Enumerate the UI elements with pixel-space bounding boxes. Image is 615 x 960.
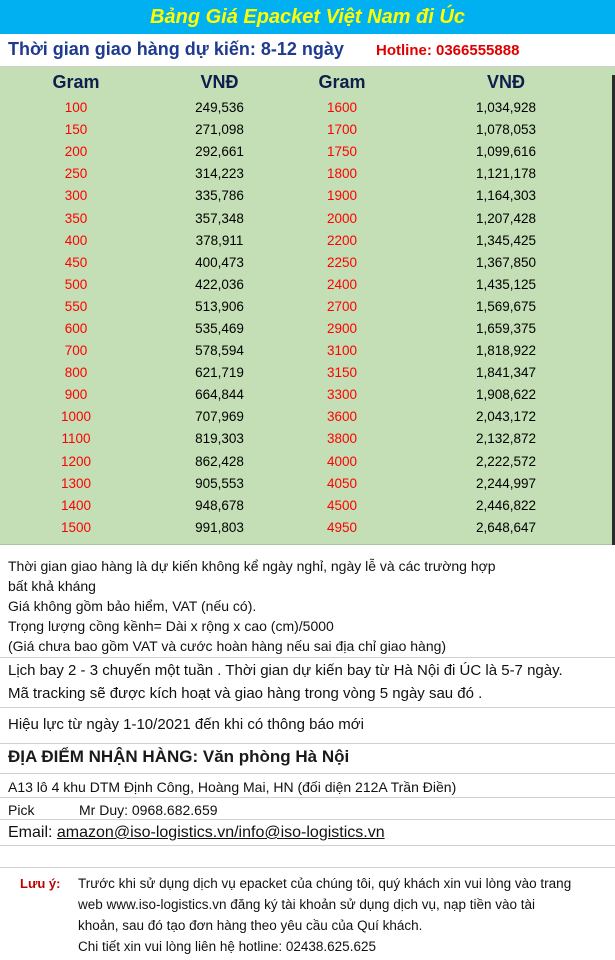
table-row [0, 406, 615, 428]
note-line: Trọng lượng cồng kềnh= Dài x rộng x cao (cm)/5000 [8, 618, 334, 634]
pick-label: Pick [8, 802, 35, 818]
price-table-body [0, 97, 615, 539]
note-line: Thời gian giao hàng là dự kiến không kể ngày nghỉ, ngày lễ và các trường hợp [8, 558, 496, 574]
header-vnd-1: VNĐ [200, 71, 239, 92]
price-cell: 1,367,850 [475, 254, 537, 270]
weight-cell: 4000 [326, 453, 358, 469]
notice-line: khoản, sau đó tạo đơn hàng theo yêu cầu của Quí khách. [78, 918, 423, 933]
address-row [0, 774, 615, 798]
table-header-row [0, 67, 615, 97]
price-cell: 905,553 [195, 475, 244, 491]
header-vnd-2: VNĐ [486, 71, 525, 92]
price-cell: 1,099,616 [475, 144, 537, 160]
weight-cell: 3800 [326, 431, 358, 447]
table-row [0, 384, 615, 406]
pick-contact-row [0, 798, 615, 820]
weight-cell: 1700 [326, 122, 358, 138]
validity-text: Hiệu lực từ ngày 1-10/2021 đến khi có thông báo mới [8, 716, 364, 733]
price-cell: 1,121,178 [475, 166, 537, 182]
notice-line: Chi tiết xin vui lòng liên hệ hotline: 02438.625.625 [78, 939, 376, 954]
weight-cell: 4050 [326, 475, 358, 491]
table-row [0, 119, 615, 141]
price-cell: 1,164,303 [475, 188, 537, 204]
price-cell: 991,803 [195, 519, 244, 535]
price-cell: 292,661 [195, 144, 244, 160]
weight-cell: 500 [64, 276, 88, 292]
notes-section [0, 548, 615, 658]
weight-cell: 900 [64, 387, 88, 403]
price-cell: 357,348 [195, 210, 244, 226]
weight-cell: 1400 [60, 497, 92, 513]
table-row [0, 473, 615, 495]
table-row [0, 495, 615, 517]
schedule-line: Lịch bay 2 - 3 chuyến một tuần . Thời gian dự kiến bay từ Hà Nội đi ÚC là 5-7 ngày. [8, 662, 563, 679]
table-row [0, 97, 615, 119]
validity-row [0, 708, 615, 744]
table-row [0, 428, 615, 450]
pickup-title-row [0, 744, 615, 774]
page-title: Bảng Giá Epacket Việt Nam đi Úc [0, 0, 615, 34]
table-row [0, 274, 615, 296]
price-cell: 819,303 [195, 431, 244, 447]
header-gram-2: Gram [318, 71, 366, 92]
weight-cell: 2900 [326, 320, 358, 336]
price-cell: 1,435,125 [475, 276, 537, 292]
notice-line: Trước khi sử dụng dịch vụ epacket của chúng tôi, quý khách xin vui lòng vào trang [78, 876, 572, 891]
weight-cell: 550 [64, 298, 88, 314]
table-row [0, 252, 615, 274]
blank-row [0, 846, 615, 868]
pickup-address: A13 lô 4 khu DTM Định Công, Hoàng Mai, HN (đối diện 212A Trần Điền) [8, 779, 457, 795]
delivery-time: Thời gian giao hàng dự kiến: 8-12 ngày [8, 39, 344, 59]
price-cell: 1,908,622 [475, 387, 537, 403]
price-cell: 1,078,053 [475, 122, 537, 138]
price-cell: 1,841,347 [475, 365, 537, 381]
note-line: Giá không gồm bảo hiểm, VAT (nếu có). [8, 598, 257, 614]
price-cell: 1,034,928 [475, 100, 537, 116]
price-cell: 862,428 [195, 453, 244, 469]
price-cell: 621,719 [195, 365, 244, 381]
price-cell: 335,786 [195, 188, 244, 204]
weight-cell: 3150 [326, 365, 358, 381]
weight-cell: 600 [64, 320, 88, 336]
notice-label: Lưu ý: [20, 876, 61, 891]
price-cell: 2,244,997 [475, 475, 537, 491]
weight-cell: 1300 [60, 475, 92, 491]
price-table [0, 67, 615, 545]
price-cell: 271,098 [195, 122, 244, 138]
email-row [0, 820, 615, 846]
table-row [0, 141, 615, 163]
weight-cell: 400 [64, 232, 88, 248]
table-row [0, 296, 615, 318]
price-cell: 535,469 [195, 320, 244, 336]
weight-cell: 1100 [61, 431, 91, 447]
weight-cell: 3100 [326, 343, 358, 359]
flight-schedule [0, 658, 615, 708]
table-row [0, 340, 615, 362]
weight-cell: 300 [64, 188, 88, 204]
table-row [0, 517, 615, 539]
weight-cell: 4500 [326, 497, 358, 513]
weight-cell: 2400 [326, 276, 358, 292]
price-cell: 1,569,675 [475, 298, 537, 314]
table-row [0, 163, 615, 185]
price-cell: 578,594 [195, 343, 244, 359]
weight-cell: 200 [64, 144, 88, 160]
hotline: Hotline: 0366555888 [376, 42, 520, 59]
weight-cell: 700 [64, 343, 88, 359]
price-cell: 2,222,572 [475, 453, 537, 469]
price-cell: 2,648,647 [475, 519, 537, 535]
weight-cell: 350 [64, 210, 88, 226]
notice-line: web www.iso-logistics.vn đăng ký tài khoản sử dụng dịch vụ, nạp tiền vào tài [78, 897, 536, 912]
price-cell: 948,678 [195, 497, 244, 513]
weight-cell: 450 [64, 254, 88, 270]
schedule-line: Mã tracking sẽ được kích hoạt và giao hàng trong vòng 5 ngày sau đó . [8, 685, 483, 702]
weight-cell: 1000 [60, 409, 92, 425]
table-row [0, 362, 615, 384]
price-cell: 1,659,375 [475, 320, 537, 336]
price-cell: 513,906 [195, 298, 244, 314]
weight-cell: 3300 [326, 387, 358, 403]
header-gram-1: Gram [52, 71, 100, 92]
pickup-title: ĐỊA ĐIỂM NHẬN HÀNG: Văn phòng Hà Nội [8, 747, 350, 766]
price-cell: 378,911 [195, 232, 244, 248]
weight-cell: 2000 [326, 210, 358, 226]
weight-cell: 2700 [326, 298, 358, 314]
weight-cell: 1600 [326, 100, 358, 116]
weight-cell: 800 [64, 365, 88, 381]
table-row [0, 230, 615, 252]
price-cell: 2,132,872 [475, 431, 537, 447]
price-cell: 422,036 [195, 276, 244, 292]
email-link[interactable]: amazon@iso-logistics.vn/info@iso-logistics.vn [56, 824, 385, 841]
weight-cell: 4950 [326, 519, 358, 535]
table-row [0, 318, 615, 340]
weight-cell: 100 [64, 100, 88, 116]
table-row [0, 207, 615, 229]
weight-cell: 2200 [326, 232, 358, 248]
email-label: Email: [8, 824, 57, 841]
subheader [0, 34, 615, 67]
price-cell: 314,223 [195, 166, 244, 182]
weight-cell: 1800 [326, 166, 358, 182]
price-cell: 1,818,922 [475, 343, 537, 359]
weight-cell: 1900 [326, 188, 358, 204]
price-cell: 664,844 [195, 387, 244, 403]
contact-phone: Mr Duy: 0968.682.659 [79, 802, 218, 818]
weight-cell: 3600 [326, 409, 358, 425]
price-cell: 2,446,822 [475, 497, 537, 513]
weight-cell: 250 [64, 166, 88, 182]
price-cell: 1,207,428 [475, 210, 537, 226]
price-cell: 707,969 [195, 409, 244, 425]
weight-cell: 1750 [326, 144, 358, 160]
table-row [0, 185, 615, 207]
note-line: bất khả kháng [8, 578, 96, 594]
price-cell: 1,345,425 [475, 232, 537, 248]
weight-cell: 1500 [60, 519, 92, 535]
price-cell: 400,473 [195, 254, 244, 270]
price-cell: 2,043,172 [475, 409, 537, 425]
weight-cell: 1200 [60, 453, 92, 469]
weight-cell: 2250 [326, 254, 358, 270]
notice-section [0, 868, 615, 960]
note-line: (Giá chưa bao gồm VAT và cước hoàn hàng nếu sai địa chỉ giao hàng) [8, 638, 447, 654]
table-row [0, 451, 615, 473]
notice-text [78, 873, 610, 957]
price-cell: 249,536 [195, 100, 244, 116]
weight-cell: 150 [64, 122, 88, 138]
